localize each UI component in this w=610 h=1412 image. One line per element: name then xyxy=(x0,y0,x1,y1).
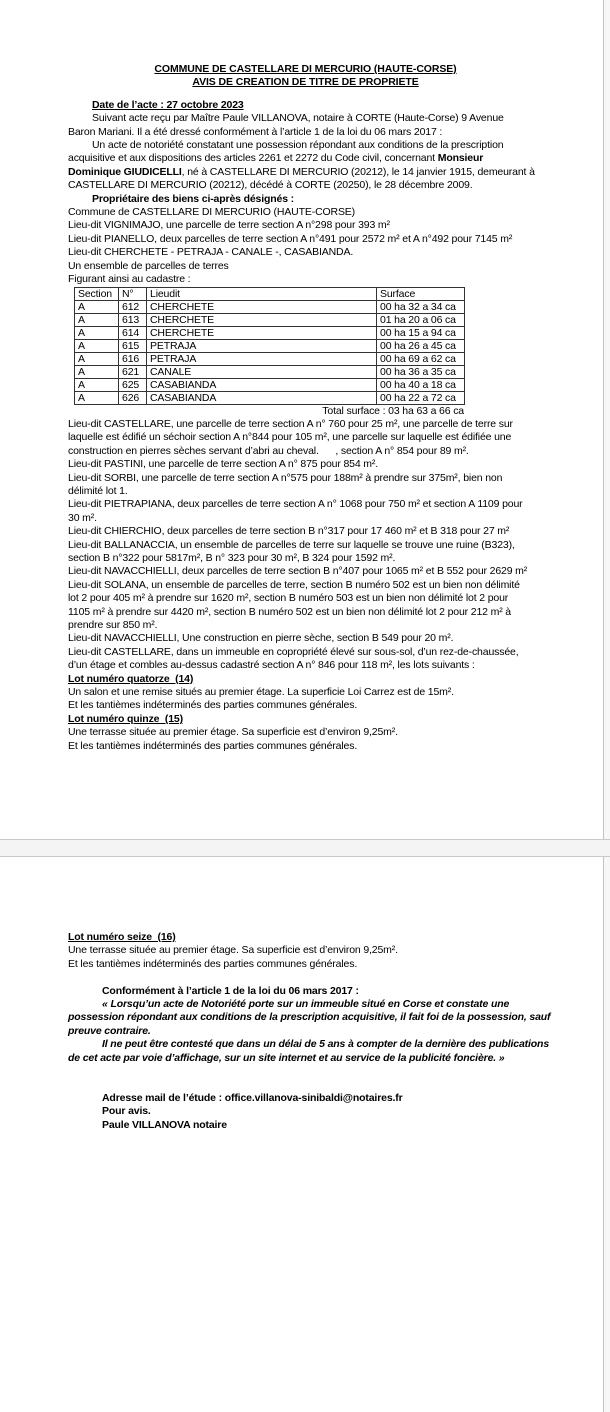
text-line xyxy=(68,1025,543,1038)
text-line xyxy=(68,686,543,699)
text-segment: « Lorsqu’un acte de Notoriété porte sur un immeuble situé en Corse et constate une xyxy=(102,998,510,1011)
text-segment: Lieu-dit NAVACCHIELLI, deux parcelles de terre section B n°407 pour 1065 m² et B 552 pour 2629 m² xyxy=(68,565,528,578)
body-paragraphs xyxy=(68,418,543,753)
text-segment xyxy=(68,1078,71,1090)
text-segment: Lieu-dit SOLANA, un ensemble de parcelles de terre, section B numéro 502 est un bien non délimité xyxy=(68,578,520,591)
cadastre-cell: 00 ha 26 a 45 ca xyxy=(377,339,465,352)
text-segment xyxy=(68,1065,71,1077)
cadastre-row xyxy=(75,365,465,378)
text-line xyxy=(68,1078,543,1091)
text-segment: Et les tantièmes indéterminés des parties communes générales. xyxy=(68,739,358,752)
text-line xyxy=(68,606,543,619)
text-segment: Lieu-dit CHIERCHIO, deux parcelles de terre section B n°317 pour 17 460 m² et B 318 pour 27 m² xyxy=(68,525,510,538)
cadastre-header-row xyxy=(75,287,465,300)
text-line xyxy=(68,139,543,152)
text-segment: Lieu-dit BALLANACCIA, un ensemble de parcelles de terre sur laquelle se trouve une ruine (B323), xyxy=(68,538,515,551)
text-segment: Lieu-dit PIANELLO, deux parcelles de terre section A n°491 pour 2572 m² et A n°492 pour 7145 m² xyxy=(68,232,513,245)
cadastre-cell: A xyxy=(75,352,119,365)
text-segment: Pour avis. xyxy=(102,1105,151,1118)
text-segment: Lot numéro quinze (15) xyxy=(68,712,183,725)
cadastre-cell: A xyxy=(75,326,119,339)
text-line xyxy=(68,1092,543,1105)
cadastre-cell: A xyxy=(75,313,119,326)
cadastre-table-body xyxy=(75,300,465,404)
text-segment: Il ne peut être contesté que dans un délai de 5 ans à compter de la dernière des publications xyxy=(102,1038,550,1051)
text-line xyxy=(68,1065,543,1078)
text-segment: Lot numéro seize (16) xyxy=(68,931,176,943)
text-line xyxy=(68,726,543,739)
cadastre-row xyxy=(75,300,465,313)
cadastre-cell: A xyxy=(75,339,119,352)
text-line xyxy=(68,944,543,957)
text-segment: section B n°322 pour 5817m², B n° 323 pour 30 m², B 324 pour 1592 m². xyxy=(68,551,396,564)
text-segment: Une terrasse située au premier étage. Sa superficie est d’environ 9,25m². xyxy=(68,944,398,957)
text-line xyxy=(68,539,543,552)
text-line xyxy=(68,971,543,984)
text-segment: Lieu-dit NAVACCHIELLI, Une construction en pierre sèche, section B 549 pour 20 m². xyxy=(68,632,454,645)
text-segment: Lieu-dit CASTELLARE, une parcelle de terre section A n° 760 pour 25 m², une parcelle de terre sur xyxy=(68,417,513,430)
text-segment: Conformément à l’article 1 de la loi du 06 mars 2017 : xyxy=(102,984,359,997)
cadastre-header-cell: Section xyxy=(75,287,119,300)
viewer-background-gutter xyxy=(603,0,610,1412)
text-segment: construction en pierres sèches servant d’abri au cheval. , section A n° 854 pour 89 m². xyxy=(68,444,469,457)
text-line xyxy=(68,458,543,471)
cadastre-cell: PETRAJA xyxy=(147,352,377,365)
text-segment: laquelle est édifié un séchoir section A n°844 pour 105 m², une parcelle sur laquelle est édifiée une xyxy=(68,431,512,444)
cadastre-cell: 614 xyxy=(119,326,147,339)
text-line xyxy=(68,619,543,632)
cadastre-cell: CANALE xyxy=(147,365,377,378)
text-segment: Paule VILLANOVA notaire xyxy=(102,1118,227,1131)
cadastre-cell: PETRAJA xyxy=(147,339,377,352)
text-line xyxy=(68,998,543,1011)
cadastre-cell: 626 xyxy=(119,391,147,404)
text-segment: prendre sur 850 m². xyxy=(68,619,158,631)
text-segment: Un ensemble de parcelles de terres xyxy=(68,259,229,272)
cadastre-row xyxy=(75,352,465,365)
text-segment: Lieu-dit CHERCHETE - PETRAJA - CANALE -, CASABIANDA. xyxy=(68,246,354,259)
text-segment: Lot numéro quatorze (14) xyxy=(68,672,194,685)
text-line xyxy=(68,579,543,592)
text-line xyxy=(68,1038,550,1051)
cadastre-row xyxy=(75,378,465,391)
text-segment: Une terrasse située au premier étage. Sa superficie est d’environ 9,25m². xyxy=(68,726,398,739)
cadastre-cell: 00 ha 15 a 94 ca xyxy=(377,326,465,339)
text-line xyxy=(68,260,543,273)
text-segment: d’un étage et combles au-dessus cadastré section A n° 846 pour 118 m², les lots suivants : xyxy=(68,659,475,672)
text-line xyxy=(68,112,543,125)
cadastre-cell: A xyxy=(75,365,119,378)
cadastre-cell: 00 ha 32 a 34 ca xyxy=(377,300,465,313)
cadastre-row xyxy=(75,391,465,404)
text-line xyxy=(68,659,543,672)
text-segment: Lieu-dit PASTINI, une parcelle de terre section A n° 875 pour 854 m². xyxy=(68,458,378,471)
title-line-commune: COMMUNE DE CASTELLARE DI MERCURIO (HAUTE-CORSE) xyxy=(154,63,457,75)
cadastre-row xyxy=(75,339,465,352)
document-title xyxy=(68,63,543,90)
cadastre-cell: CHERCHETE xyxy=(147,300,377,313)
cadastre-cell: CASABIANDA xyxy=(147,378,377,391)
cadastre-cell: 625 xyxy=(119,378,147,391)
text-line xyxy=(68,431,543,444)
text-line xyxy=(68,166,543,179)
text-segment: Lieu-dit SORBI, une parcelle de terre section A n°575 pour 188m² à prendre sur 375m², bien non xyxy=(68,471,503,484)
text-line xyxy=(68,565,543,578)
text-segment: Commune de CASTELLARE DI MERCURIO (HAUTE-CORSE) xyxy=(68,206,356,219)
text-line xyxy=(68,646,543,659)
text-segment: Date de l’acte : 27 octobre 2023 xyxy=(92,98,244,111)
total-surface-line: Total surface : 03 ha 63 a 66 ca xyxy=(322,404,464,417)
text-line xyxy=(68,193,543,206)
text-segment: , né à CASTELLARE DI MERCURIO (20212), le 14 janvier 1915, demeurant à xyxy=(181,165,535,178)
text-line xyxy=(68,699,543,712)
cadastre-cell: 00 ha 36 a 35 ca xyxy=(377,365,465,378)
text-line xyxy=(68,1105,543,1118)
text-segment: 1105 m² à prendre sur 4420 m², section B numéro 502 est un bien non délimité lot 2 pour 212 m² à xyxy=(68,605,511,618)
text-segment: 30 m². xyxy=(68,511,97,524)
document-page-2 xyxy=(0,857,603,1412)
cadastre-cell: CHERCHETE xyxy=(147,326,377,339)
text-segment: possession répondant aux conditions de la prescription acquisitive, il fait foi de la possession, sauf xyxy=(68,1011,551,1024)
text-line xyxy=(68,713,543,726)
text-segment: preuve contraire. xyxy=(68,1024,151,1037)
cadastre-header-cell: Surface xyxy=(377,287,465,300)
text-line xyxy=(68,985,543,998)
text-line xyxy=(68,552,543,565)
text-segment: acquisitive et aux dispositions des articles 2261 et 2272 du Code civil, concernant xyxy=(68,152,438,165)
cadastre-header-cell: N° xyxy=(119,287,147,300)
text-line xyxy=(68,219,543,232)
cadastre-cell: 621 xyxy=(119,365,147,378)
text-segment: lot 2 pour 405 m² à prendre sur 1620 m², section B numéro 503 est un bien non délimité lot 2 pour xyxy=(68,592,509,605)
text-segment: Et les tantièmes indéterminés des parties communes générales. xyxy=(68,957,358,970)
text-line xyxy=(68,179,543,192)
text-line xyxy=(68,592,543,605)
cadastre-cell: A xyxy=(75,300,119,313)
text-segment: Monsieur xyxy=(437,152,484,165)
text-segment: Suivant acte reçu par Maître Paule VILLANOVA, notaire à CORTE (Haute-Corse) 9 Avenue xyxy=(92,112,504,125)
text-line xyxy=(68,1052,543,1065)
text-line xyxy=(68,498,543,511)
cadastre-cell: 613 xyxy=(119,313,147,326)
text-line xyxy=(68,740,543,753)
cadastre-cell: A xyxy=(75,378,119,391)
text-segment xyxy=(68,971,71,983)
cadastre-cell: 612 xyxy=(119,300,147,313)
text-line xyxy=(68,233,543,246)
cadastre-table xyxy=(74,287,465,405)
text-segment: Lieu-dit VIGNIMAJO, une parcelle de terre section A n°298 pour 393 m² xyxy=(68,219,390,232)
text-segment: Lieu-dit CASTELLARE, dans un immeuble en copropriété élevé sur sous-sol, d’un rez-de-chaussée, xyxy=(68,645,519,658)
text-segment: Adresse mail de l’étude : office.villanova-sinibaldi@notaires.fr xyxy=(102,1091,403,1104)
text-segment: Lieu-dit PIETRAPIANA, deux parcelles de terre section A n° 1068 pour 750 m² et section A 1109 pour xyxy=(68,498,523,511)
text-line xyxy=(68,485,543,498)
cadastre-cell: 00 ha 22 a 72 ca xyxy=(377,391,465,404)
text-line xyxy=(68,99,543,112)
text-line xyxy=(68,126,543,139)
text-line xyxy=(68,206,543,219)
text-line xyxy=(68,958,543,971)
text-line xyxy=(68,632,543,645)
text-line xyxy=(68,273,543,286)
text-line xyxy=(68,1011,551,1024)
text-line xyxy=(68,472,543,485)
text-segment: Un acte de notoriété constatant une possession répondant aux conditions de la prescription xyxy=(92,139,504,152)
cadastre-cell: 615 xyxy=(119,339,147,352)
text-line xyxy=(68,512,543,525)
text-segment: Figurant ainsi au cadastre : xyxy=(68,273,191,286)
cadastre-cell: A xyxy=(75,391,119,404)
text-segment: CASTELLARE DI MERCURIO (20212), décédé à CORTE (20250), le 28 décembre 2009. xyxy=(68,179,473,192)
text-line xyxy=(68,246,543,259)
text-line xyxy=(68,445,543,458)
text-segment: Et les tantièmes indéterminés des parties communes générales. xyxy=(68,699,358,712)
cadastre-cell: 01 ha 20 a 06 ca xyxy=(377,313,465,326)
cadastre-row xyxy=(75,326,465,339)
text-segment: Propriétaire des biens ci-après désignés : xyxy=(92,192,295,205)
cadastre-cell: 616 xyxy=(119,352,147,365)
text-segment: de cet acte par voie d’affichage, sur un site internet et au service de la publicité foncière. » xyxy=(68,1051,505,1064)
cadastre-header-cell: Lieudit xyxy=(147,287,377,300)
cadastre-cell: CHERCHETE xyxy=(147,313,377,326)
text-segment: délimité lot 1. xyxy=(68,484,128,497)
title-line-avis: AVIS DE CREATION DE TITRE DE PROPRIETE xyxy=(192,76,419,89)
cadastre-row xyxy=(75,313,465,326)
text-line xyxy=(68,418,543,431)
cadastre-cell: 00 ha 40 a 18 ca xyxy=(377,378,465,391)
cadastre-table-head xyxy=(75,287,465,300)
intro-paragraphs xyxy=(68,99,543,287)
cadastre-cell: CASABIANDA xyxy=(147,391,377,404)
text-segment: Dominique GIUDICELLI xyxy=(68,165,182,178)
page-break-separator xyxy=(0,839,610,857)
text-segment: Baron Mariani. Il a été dressé conformément à l’article 1 de la loi du 06 mars 2017 : xyxy=(68,125,443,138)
text-segment: Un salon et une remise situés au premier étage. La superficie Loi Carrez est de 15m². xyxy=(68,686,454,699)
cadastre-cell: 00 ha 69 a 62 ca xyxy=(377,352,465,365)
text-line xyxy=(68,525,543,538)
text-line xyxy=(68,673,543,686)
text-line xyxy=(68,931,543,944)
text-line xyxy=(68,152,543,165)
page2-paragraphs xyxy=(68,931,551,1132)
text-line xyxy=(68,1119,543,1132)
